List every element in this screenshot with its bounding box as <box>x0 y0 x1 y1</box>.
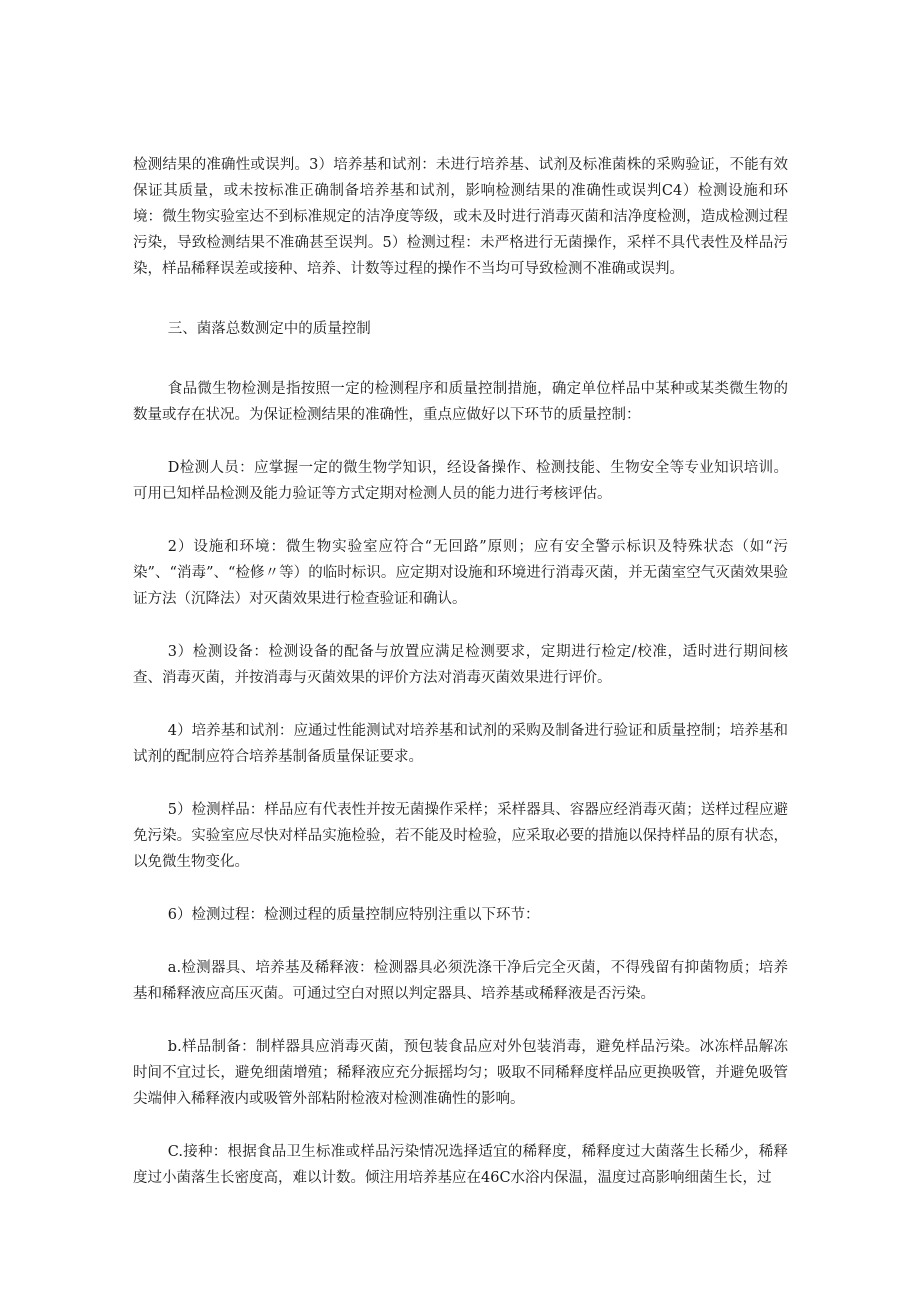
paragraph-overview: 食品微生物检测是指按照一定的检测程序和质量控制措施，确定单位样品中某种或某类微生物的数量或存在状况。为保证检测结果的准确性，重点应做好以下环节的质量控制： <box>133 381 788 423</box>
paragraph-process: 6）检测过程：检测过程的质量控制应特别注重以下环节： <box>167 907 540 923</box>
paragraph-facilities: 2）设施和环境：微生物实验室应符合“无回路”原则；应有安全警示标识及特殊状态（如“污染”、“消毒”、“检修〃等）的临时标识。应定期对设施和环境进行消毒灭菌，并无菌室空气灭菌效果验证方法（沉降法）对灭菌效果进行检查验证和确认。 <box>133 539 788 607</box>
paragraph-media-reagents: 4）培养基和试剂：应通过性能测试对培养基和试剂的采购及制备进行验证和质量控制；培养基和试剂的配制应符合培养基制备质量保证要求。 <box>133 723 788 765</box>
paragraph-personnel: D检测人员：应掌握一定的微生物学知识，经设备操作、检测技能、生物安全等专业知识培训。可用已知样品检测及能力验证等方式定期对检测人员的能力进行考核评估。 <box>133 460 788 502</box>
paragraph-item-b: b.样品制备：制样器具应消毒灭菌，预包装食品应对外包装消毒，避免样品污染。冰冻样品解冻时间不宜过长，避免细菌增殖；稀释液应充分振摇均匀；吸取不同稀释度样品应更换吸管，并避免吸管尖端伸入稀释液内或吸管外部粘附检液对检测准确性的影响。 <box>133 1039 788 1107</box>
intro-paragraph: 检测结果的准确性或误判。3）培养基和试剂：未进行培养基、试剂及标准菌株的采购验证，不能有效保证其质量，或未按标准正确制备培养基和试剂，影响检测结果的准确性或误判C4）检测设施和环境：微生物实验室达不到标准规定的洁净度等级，或未及时进行消毒灭菌和洁净度检测，造成检测过程污染，导致检测结果不准确甚至误判。5）检测过程：未严格进行无菌操作，采样不具代表性及样品污染，样品稀释误差或接种、培养、计数等过程的操作不当均可导致检测不准确或误判。 <box>133 157 788 277</box>
document-page <box>133 152 788 1191</box>
section-heading: 三、菌落总数测定中的质量控制 <box>167 321 371 337</box>
paragraph-item-c: C.接种：根据食品卫生标准或样品污染情况选择适宜的稀释度，稀释度过大菌落生长稀少，稀释度过小菌落生长密度高，难以计数。倾注用培养基应在46C水浴内保温，温度过高影响细菌生长，过 <box>133 1144 788 1186</box>
paragraph-samples: 5）检测样品：样品应有代表性并按无菌操作采样；采样器具、容器应经消毒灭菌；送样过程应避免污染。实验室应尽快对样品实施检验，若不能及时检验，应采取必要的措施以保持样品的原有状态，以免微生物变化。 <box>133 802 788 870</box>
paragraph-item-a: a.检测器具、培养基及稀释液：检测器具必须洗涤干净后完全灭菌，不得残留有抑菌物质；培养基和稀释液应高压灭菌。可通过空白对照以判定器具、培养基或稀释液是否污染。 <box>133 960 788 1002</box>
paragraph-equipment: 3）检测设备：检测设备的配备与放置应满足检测要求，定期进行检定/校准，适时进行期间核查、消毒灭菌，并按消毒与灭菌效果的评价方法对消毒灭菌效果进行评价。 <box>133 644 788 686</box>
